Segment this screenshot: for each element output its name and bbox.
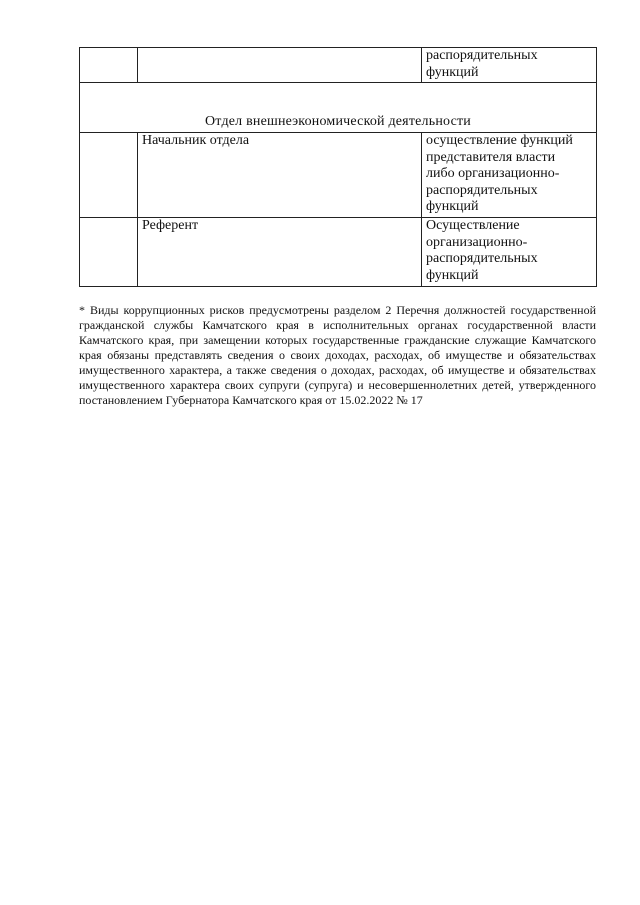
table-cell-number: [80, 133, 138, 218]
positions-table: [79, 47, 597, 287]
table-cell-position: Референт: [138, 218, 422, 287]
section-title: Отдел внешнеэкономической деятельности: [80, 83, 597, 133]
table-cell-position: [138, 48, 422, 83]
section-header-row: [80, 83, 597, 133]
table-cell-number: [80, 218, 138, 287]
table-cell-risk: распорядительных функций: [422, 48, 597, 83]
table-cell-risk: Осуществление организационно- распорядительных функций: [422, 218, 597, 287]
table-cell-position: Начальник отдела: [138, 133, 422, 218]
table-cell-risk: осуществление функций представителя власти либо организационно- распорядительных функций: [422, 133, 597, 218]
table-row: [80, 48, 597, 83]
table-cell-number: [80, 48, 138, 83]
footnote: * Виды коррупционных рисков предусмотрены разделом 2 Перечня должностей государственной гражданской службы Камчатского края в исполнительных органах государственной власти Камчатского края, при замещении которых государственные гражданские служащие Камчатского края обязаны представлять сведения о своих доходах, расходах, об имуществе и обязательствах имущественного характера, а также сведения о доходах, расходах, об имуществе и обязательствах имущественного характера своих супруги (супруга) и несовершеннолетних детей, утвержденного постановлением Губернатора Камчатского края от 15.02.2022 № 17: [79, 303, 596, 407]
table-row: [80, 218, 597, 287]
table-row: [80, 133, 597, 218]
